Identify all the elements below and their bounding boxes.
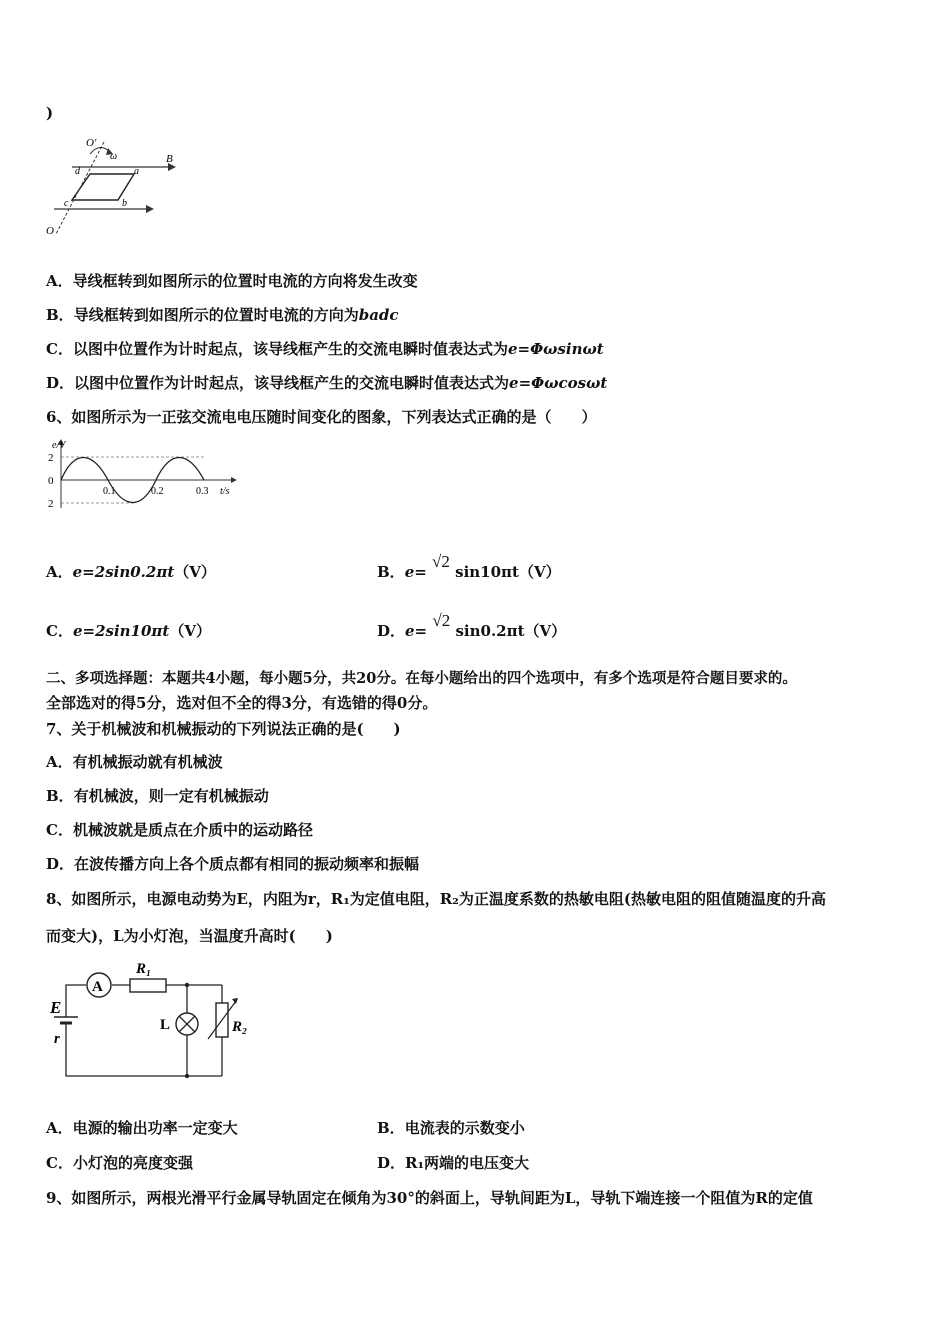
q7-option-c: C．机械波就是质点在介质中的运动路径: [46, 821, 313, 839]
continuation-paren: ): [46, 104, 54, 122]
rotation-axis: [56, 142, 104, 234]
xlabel: t/s: [220, 486, 230, 497]
section2-line2: 全部选对的得5分，选对但不全的得3分，有选错的得0分。: [46, 694, 438, 712]
label-o-prime: O′: [86, 137, 97, 149]
ylabel: e/V: [52, 440, 66, 451]
q7-option-d: D．在波传播方向上各个质点都有相同的振动频率和振幅: [46, 855, 420, 873]
q6-option-a: A．e=2sin0.2πt（V）: [46, 563, 216, 581]
q6-stem: 6、如图所示为一正弦交流电电压随时间变化的图象，下列表达式正确的是（ ）: [46, 408, 597, 426]
resistor-r1: [130, 979, 166, 992]
wire-bottom: [66, 1029, 222, 1076]
q7-stem: 7、关于机械波和机械振动的下列说法正确的是( ): [46, 720, 401, 738]
label-b: b: [122, 198, 127, 209]
label-r1: R₁: [136, 961, 152, 977]
q6-option-d: D．e= √2 sin0.2πt（V）: [377, 611, 567, 640]
y-tick-top: 2: [48, 452, 54, 464]
x-tick-0-3: 0.3: [196, 486, 209, 497]
wire-left-top: [66, 985, 86, 997]
t-axis-arrow: [231, 477, 237, 483]
q8-option-c: C．小灯泡的亮度变强: [46, 1154, 193, 1172]
junction-bottom: [185, 1074, 189, 1078]
label-emf: E: [50, 998, 62, 1017]
x-tick-0-1: 0.1: [103, 486, 116, 497]
q6-option-b: B．e= √2 sin10πt（V）: [377, 552, 561, 581]
section2-line1: 二、多项选择题：本题共4小题，每小题5分，共20分。在每小题给出的四个选项中，有多个选项是符合题目要求的。: [46, 670, 797, 687]
q5-option-b: B．导线框转到如图所示的位置时电流的方向为badc: [46, 306, 399, 324]
q7-option-a: A．有机械振动就有机械波: [46, 753, 223, 771]
q7-option-b: B．有机械波，则一定有机械振动: [46, 787, 269, 805]
field-arrow-bottom: [146, 205, 154, 213]
q8-stem-line2: 而变大)，L为小灯泡，当温度升高时( ): [46, 927, 333, 945]
label-d: d: [75, 166, 80, 177]
label-b-field: B: [166, 153, 173, 165]
junction-top: [185, 983, 189, 987]
label-c: c: [64, 198, 69, 209]
q8-option-b: B．电流表的示数变小: [377, 1119, 525, 1137]
y-tick-bottom: 2: [48, 498, 54, 510]
y-tick-zero: 0: [48, 475, 54, 487]
q5-option-c: C．以图中位置作为计时起点，该导线框产生的交流电瞬时值表达式为e=Φωsinωt: [46, 340, 604, 358]
x-tick-0-2: 0.2: [151, 486, 164, 497]
rotating-coil-figure: [44, 132, 184, 242]
q9-stem: 9、如图所示，两根光滑平行金属导轨固定在倾角为30°的斜面上，导轨间距为L，导轨下端连接一个阻值为R的定值: [46, 1189, 813, 1207]
coil-frame: [72, 174, 134, 200]
label-r2: R₂: [232, 1019, 248, 1035]
label-omega: ω: [110, 151, 118, 162]
q5-option-d: D．以图中位置作为计时起点，该导线框产生的交流电瞬时值表达式为e=Φωcosωt: [46, 374, 608, 392]
q5-option-a: A．导线框转到如图所示的位置时电流的方向将发生改变: [46, 272, 418, 290]
label-a: a: [134, 166, 139, 177]
label-ammeter: A: [92, 979, 103, 995]
q8-option-d: D．R₁两端的电压变大: [377, 1154, 530, 1172]
label-internal-r: r: [54, 1031, 60, 1047]
q6-option-c: C．e=2sin10πt（V）: [46, 622, 211, 640]
label-o: O: [46, 225, 54, 237]
label-lamp: L: [160, 1017, 171, 1033]
q8-option-a: A．电源的输出功率一定变大: [46, 1119, 238, 1137]
circuit-diagram: [44, 955, 264, 1085]
sine-wave-graph: [44, 436, 244, 516]
q8-stem-line1: 8、如图所示，电源电动势为E，内阻为r，R₁为定值电阻，R₂为正温度系数的热敏电阻(热敏电阻的阻值随温度的升高: [46, 890, 826, 908]
